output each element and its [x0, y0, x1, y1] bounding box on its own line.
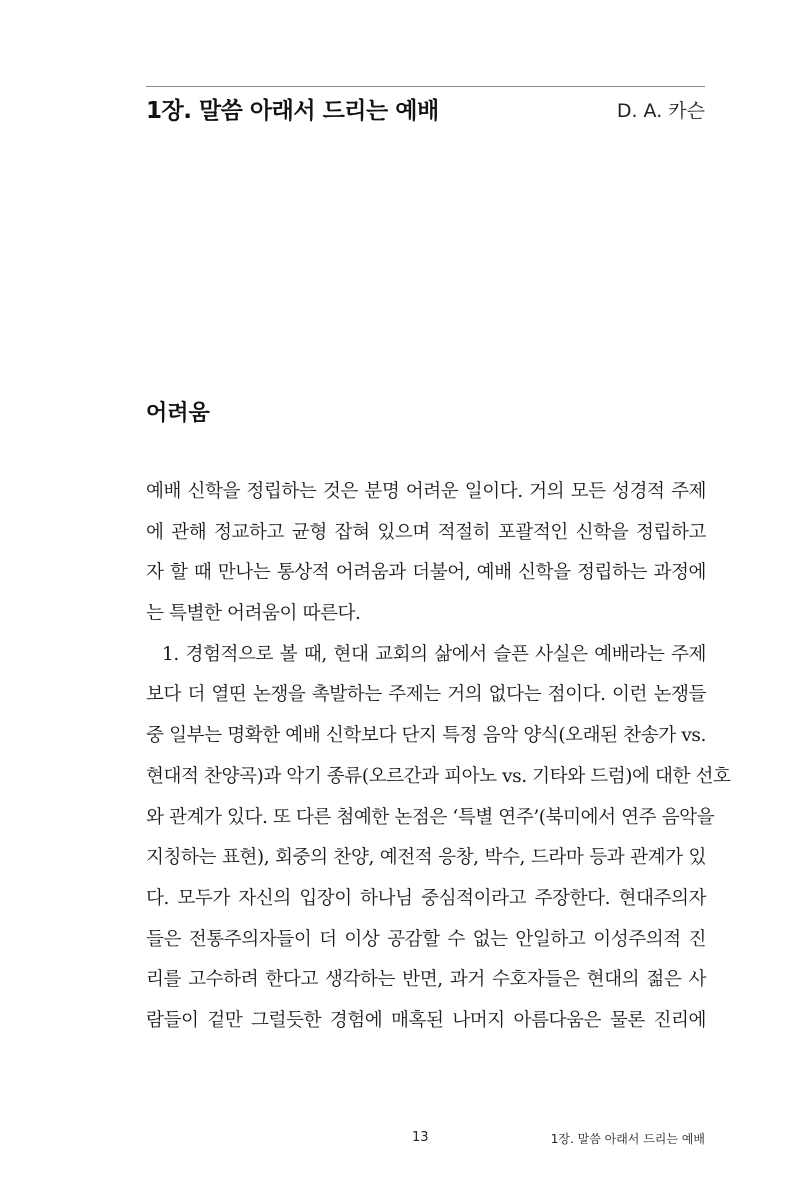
- chapter-title: 1장. 말씀 아래서 드리는 예배: [146, 98, 439, 124]
- body-line: 현대적 찬양곡)과 악기 종류(오르간과 피아노 vs. 기타와 드럼)에 대한 선호: [146, 765, 731, 787]
- body-line: 예배 신학을 정립하는 것은 분명 어려운 일이다. 거의 모든 성경적 주제: [146, 481, 706, 502]
- page-number: 13: [412, 1130, 429, 1145]
- section-heading: 어려움: [146, 401, 210, 426]
- body-line: 들은 전통주의자들이 더 이상 공감할 수 없는 안일하고 이성주의적 진: [146, 928, 706, 950]
- header-rule: [146, 86, 705, 87]
- body-line: 에 관해 정교하고 균형 잡혀 있으며 적절히 포괄적인 신학을 정립하고: [146, 521, 706, 543]
- body-text: [146, 472, 731, 1042]
- body-line: 리를 고수하려 한다고 생각하는 반면, 과거 수호자들은 현대의 젊은 사: [146, 969, 706, 991]
- body-line: 1. 경험적으로 볼 때, 현대 교회의 삶에서 슬픈 사실은 예배라는 주제: [162, 643, 706, 665]
- body-line: 보다 더 열띤 논쟁을 촉발하는 주제는 거의 없다는 점이다. 이런 논쟁들: [146, 684, 706, 706]
- body-line: 는 특별한 어려움이 따른다.: [146, 603, 361, 625]
- author-name: D. A. 카슨: [616, 100, 705, 122]
- body-line: 중 일부는 명확한 예배 신학보다 단지 특정 음악 양식(오래된 찬송가 vs.: [146, 725, 706, 747]
- body-line: 와 관계가 있다. 또 다른 첨예한 논점은 ‘특별 연주’(북미에서 연주 음악을: [146, 806, 715, 828]
- footer-chapter-title: 1장. 말씀 아래서 드리는 예배: [550, 1132, 705, 1146]
- body-line: 다. 모두가 자신의 입장이 하나님 중심적이라고 주장한다. 현대주의자: [146, 887, 706, 909]
- body-line: 람들이 겉만 그럴듯한 경험에 매혹된 나머지 아름다움은 물론 진리에: [146, 1009, 706, 1031]
- body-line: 자 할 때 만나는 통상적 어려움과 더불어, 예배 신학을 정립하는 과정에: [146, 562, 706, 584]
- body-line: 지칭하는 표현), 회중의 찬양, 예전적 응창, 박수, 드라마 등과 관계가 있: [146, 847, 706, 869]
